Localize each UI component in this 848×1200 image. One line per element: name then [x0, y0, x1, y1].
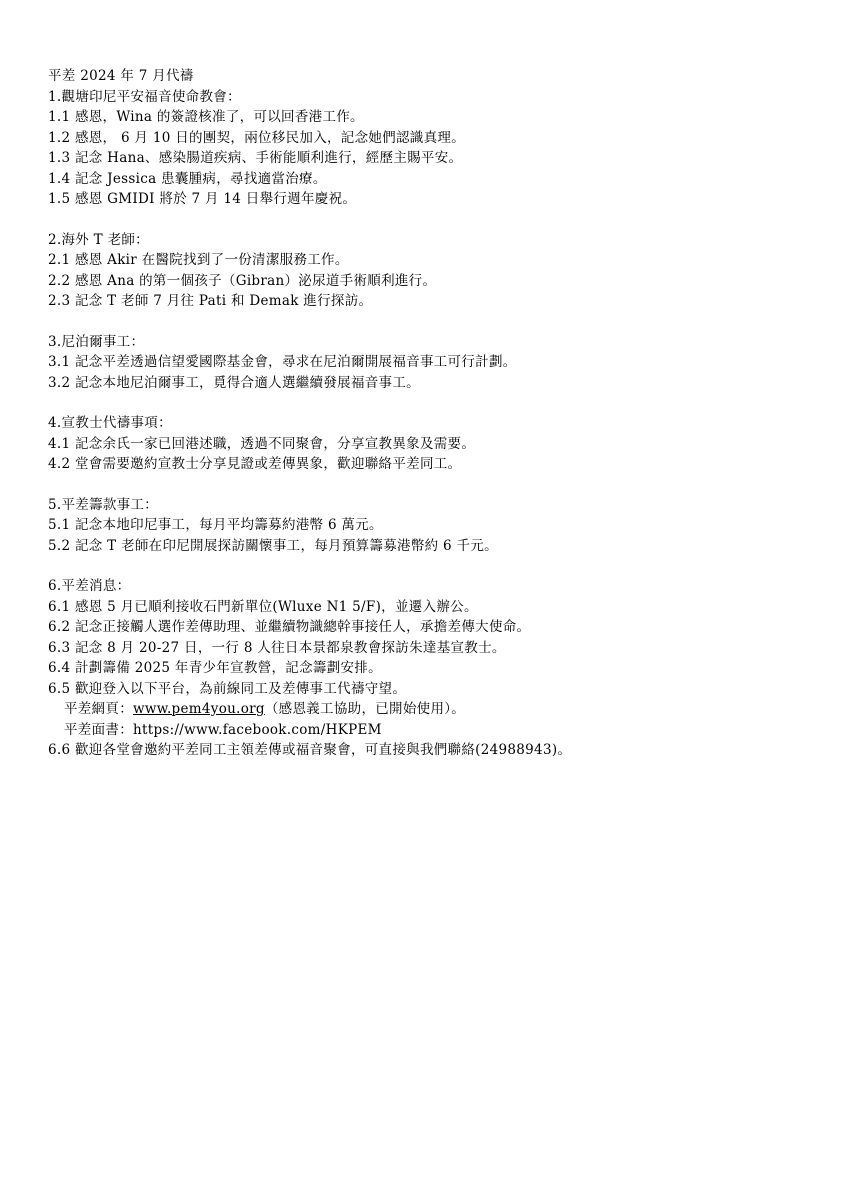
section-heading: 4.宣教士代禱事項：	[48, 415, 172, 431]
section-2	[48, 230, 808, 312]
facebook-line	[48, 720, 808, 741]
section-6	[48, 576, 808, 761]
website-note: （感恩義工協助，已開始使用）。	[264, 701, 466, 717]
website-line	[48, 699, 808, 720]
list-item: 6.2 記念正接觸人選作差傳助理、並繼續物識總幹事接任人，承擔差傳大使命。	[48, 619, 531, 635]
list-item: 1.2 感恩， 6 月 10 日的團契，兩位移民加入，記念她們認識真理。	[48, 129, 465, 146]
section-1	[48, 87, 808, 210]
list-item: 1.3 記念 Hana、感染腸道疾病、手術能順利進行，經歷主賜平安。	[48, 150, 463, 166]
section-3	[48, 332, 808, 394]
section-heading: 6.平差消息：	[48, 578, 131, 594]
section-heading: 3.尼泊爾事工：	[48, 333, 145, 350]
list-item: 6.1 感恩 5 月已順利接收石門新單位(Wluxe N1 5/F)，並遷入辦公。	[48, 598, 478, 615]
document-page	[48, 66, 808, 781]
list-item: 1.4 記念 Jessica 患囊腫病，尋找適當治療。	[48, 170, 327, 187]
list-item: 4.2 堂會需要邀約宣教士分享見證或差傳異象，歡迎聯絡平差同工。	[48, 456, 462, 472]
list-item: 2.3 記念 T 老師 7 月往 Pati 和 Demak 進行探訪。	[48, 293, 373, 309]
section-heading: 2.海外 T 老師：	[48, 231, 149, 248]
section-5	[48, 495, 808, 557]
document-title: 平差 2024 年 7 月代禱	[48, 68, 194, 84]
section-heading: 1.觀塘印尼平安福音使命教會：	[48, 88, 241, 105]
list-item: 1.1 感恩，Wina 的簽證核准了，可以回香港工作。	[48, 109, 364, 125]
list-item: 3.1 記念平差透過信望愛國際基金會，尋求在尼泊爾開展福音事工可行計劃。	[48, 354, 517, 370]
facebook-url: https://www.facebook.com/HKPEM	[133, 721, 382, 738]
section-4	[48, 413, 808, 475]
list-item: 1.5 感恩 GMIDI 將於 7 月 14 日舉行週年慶祝。	[48, 191, 357, 207]
website-link[interactable]: www.pem4you.org	[133, 701, 265, 717]
list-item: 6.4 計劃籌備 2025 年青少年宣教營，記念籌劃安排。	[48, 660, 382, 676]
list-item: 2.2 感恩 Ana 的第一個孩子（Gibran）泌尿道手術順利進行。	[48, 272, 437, 289]
website-label: 平差網頁：	[64, 701, 133, 717]
list-item: 5.2 記念 T 老師在印尼開展探訪關懷事工，每月預算籌募港幣約 6 千元。	[48, 537, 498, 554]
list-item: 3.2 記念本地尼泊爾事工，覓得合適人選繼續發展福音事工。	[48, 374, 420, 391]
list-item: 4.1 記念余氏一家已回港述職，透過不同聚會，分享宣教異象及需要。	[48, 435, 476, 452]
list-item: 2.1 感恩 Akir 在醫院找到了一份清潔服務工作。	[48, 252, 349, 268]
facebook-label: 平差面書：	[64, 721, 133, 738]
list-item: 6.5 歡迎登入以下平台，為前線同工及差傳事工代禱守望。	[48, 680, 407, 697]
list-item: 5.1 記念本地印尼事工，每月平均籌募約港幣 6 萬元。	[48, 517, 383, 533]
list-item: 6.3 記念 8 月 20-27 日，一行 8 人往日本景都泉教會探訪朱達基宣教士。	[48, 639, 506, 656]
list-item: 6.6 歡迎各堂會邀約平差同工主領差傳或福音聚會，可直接與我們聯絡(24988943)。	[48, 742, 572, 758]
section-heading: 5.平差籌款事工：	[48, 496, 159, 513]
